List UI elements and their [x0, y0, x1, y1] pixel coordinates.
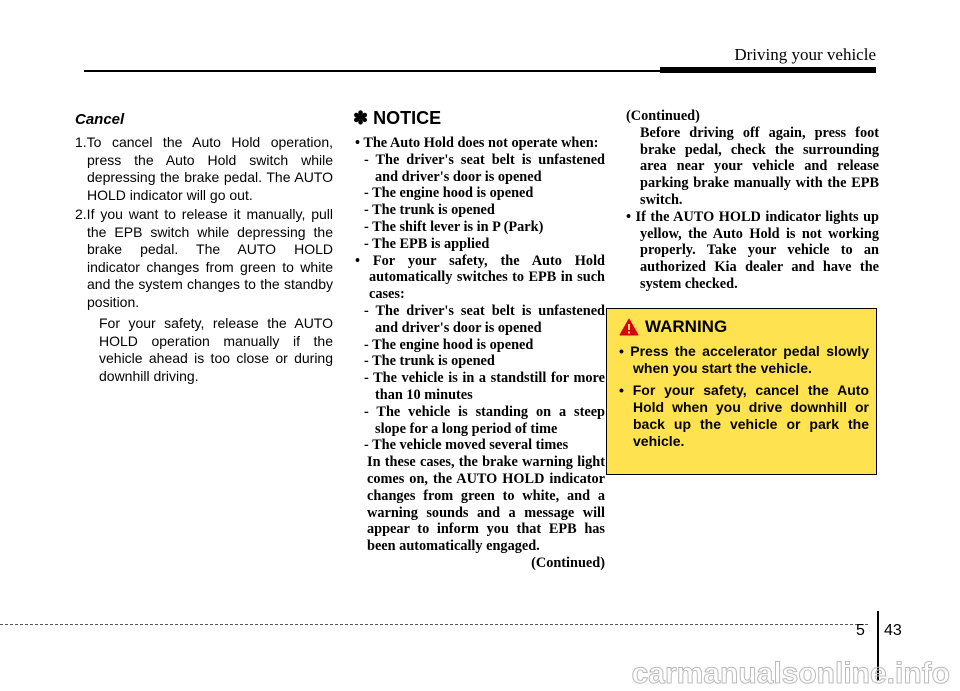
warning-item: • For your safety, cancel the Auto Hold when you drive downhill or back up the vehicle or park the vehicle. — [619, 382, 869, 449]
notice-continued: (Continued) — [531, 554, 605, 571]
notice-closing-paragraph: In these cases, the brake warning light comes on, the AUTO HOLD indicator changes from green to white, and a warning sounds and a message will appear to inform you that EPB has been automatically engaged. — [367, 454, 605, 555]
cancel-step-2 — [75, 206, 333, 385]
notice-list-item: - The engine hood is opened — [364, 336, 534, 353]
warning-triangle-icon — [619, 318, 639, 336]
column-continued — [626, 108, 879, 293]
cancel-safety-paragraph: For your safety, release the AUTO HOLD operation manually if the vehicle ahead is too close or during downhill driving. — [99, 315, 333, 384]
continued-paragraph: Before driving off again, press foot brake pedal, check the surrounding area near your vehicle and release parking brake manually with the EPB switch. — [640, 124, 879, 208]
warning-item: • Press the accelerator pedal slowly when you start the vehicle. — [619, 343, 869, 376]
continued-body — [626, 108, 879, 293]
chapter-number: 5 — [856, 622, 865, 639]
page-number: 43 — [884, 622, 902, 639]
notice-bullet-1: • The Auto Hold does not operate when: — [355, 135, 599, 151]
column-cancel — [75, 108, 333, 387]
notice-symbol-icon: ✽ — [353, 108, 369, 128]
warning-list — [619, 343, 869, 455]
cancel-steps — [75, 134, 333, 385]
notice-list-item: - The shift lever is in P (Park) — [364, 218, 544, 235]
footer-divider — [0, 624, 868, 625]
notice-list-item: - The EPB is applied — [364, 235, 490, 252]
notice-list-item: - The vehicle is standing on a steep slope for a long period of time — [364, 403, 605, 437]
notice-body — [355, 135, 605, 572]
header-title: Driving your vehicle — [734, 45, 876, 64]
indicator-bullet: • If the AUTO HOLD indicator lights up yellow, the Auto Hold is not working properly. Take your vehicle to an authorized Kia dealer and have the system checked. — [626, 208, 879, 292]
column-notice — [355, 108, 605, 572]
warning-title: WARNING — [645, 317, 728, 336]
cancel-step-1: 1.To cancel the Auto Hold operation, press the Auto Hold switch while depressing the brake pedal. The AUTO HOLD indicator will go out. — [75, 134, 333, 203]
notice-title: NOTICE — [373, 108, 442, 128]
section-title-cancel: Cancel — [75, 111, 125, 128]
notice-list-item: - The trunk is opened — [364, 353, 495, 370]
warning-box — [606, 308, 877, 475]
cancel-step-2-text: 2.If you want to release it manually, pull the EPB switch while depressing the brake pedal. The AUTO HOLD indicator changes from green to white and the system changes to the standby position. — [75, 206, 333, 310]
continued-label: (Continued) — [626, 108, 700, 124]
notice-list-item: - The vehicle moved several times — [364, 437, 569, 454]
notice-list-item: - The driver's seat belt is unfastened and driver's door is opened — [364, 151, 605, 185]
notice-list-item: - The trunk is opened — [364, 202, 495, 219]
warning-heading — [619, 317, 727, 337]
header-rule — [84, 70, 664, 72]
header-rule-accent — [660, 67, 876, 73]
notice-list-item: - The driver's seat belt is unfastened and driver's door is opened — [364, 302, 605, 336]
site-watermark: carmanualsonline.info — [631, 657, 950, 690]
notice-list-item: - The vehicle is in a standstill for more than 10 minutes — [364, 370, 605, 403]
notice-heading — [353, 108, 605, 129]
notice-list-item: - The engine hood is opened — [364, 185, 534, 202]
notice-bullet-2: • For your safety, the Auto Hold automatically switches to EPB in such cases: — [355, 252, 605, 303]
